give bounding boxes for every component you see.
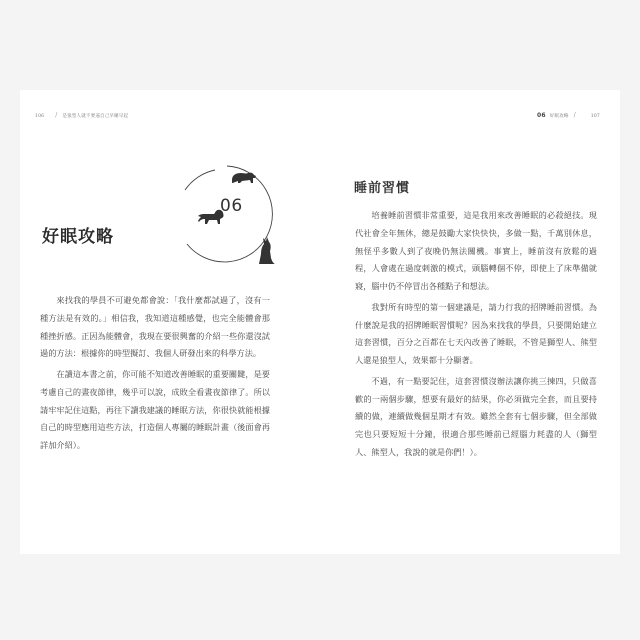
paragraph: 我對所有時型的第一個建議是，請力行我的招牌睡前習慣。為什麼說是我的招牌睡眠習慣呢？因為來找我的學員，只要開始建立這套習慣，百分之百都在七天內改善了睡眠，不管是獅型人、熊型人還是狼型人，效果都十分顯著。	[355, 301, 597, 366]
left-page	[20, 90, 320, 554]
paragraph: 在讀這本書之前，你可能不知道改善睡眠的重要關鍵，是要考慮自己的晝夜節律，幾乎可以說，成敗全看晝夜節律了。所以請牢牢記住這點，再往下讀我建議的睡眠方法，你很快就能根據自己的時型應用這些方法，打造個人專屬的睡眠計畫（後面會再詳加介紹）。	[40, 368, 270, 451]
header-divider: /	[573, 112, 576, 119]
wolf-icon	[259, 237, 275, 264]
left-page-number: 106	[35, 114, 45, 119]
right-running-header	[537, 112, 600, 119]
header-divider: /	[55, 112, 58, 119]
bear-icon	[232, 173, 256, 183]
paragraph: 培養睡前習慣非常重要，這是我用來改善睡眠的必殺絕技。現代社會全年無休，總是鼓勵大家快快快，多做一點，千萬別休息，無怪乎多數人到了夜晚仍無法關機。事實上，睡前沒有放鬆的過程，人會處在過度刺激的模式，頭腦轉個不停，即使上了床準備就寢，腦中仍不停冒出各種點子和想法。	[355, 210, 597, 292]
chapter-number: 06	[220, 196, 243, 216]
right-page-number: 107	[590, 114, 600, 119]
paragraph: 來找我的學員不可避免都會說：「我什麼都試過了，沒有一種方法是有效的。」相信我，我知道這種感覺，也完全能體會那種挫折感。正因為能體會，我現在要很興奮的介紹一些你還沒試過的方法：根據你的時型擬訂、我個人研發出來的科學方法。	[40, 295, 270, 359]
left-running-title: 是狼型人就不要逼自己早睡早起	[62, 114, 129, 119]
right-chapter-label: 06	[537, 112, 546, 119]
chapter-title: 好眠攻略	[42, 227, 114, 247]
right-running-title: 好眠攻略	[549, 114, 569, 119]
right-body-text	[355, 207, 597, 465]
paragraph: 不過，有一點要記住，這套習慣沒辦法讓你挑三揀四，只做喜歡的一兩個步驟，想要有最好的結果，你必須做完全套，而且要持續的做，連續做幾個星期才有效。雖然全套有七個步驟，但全部做完也只要短短十分鐘，很適合那些睡前已經腦力耗盡的人（獅型人、熊型人，我說的就是你們！）。	[355, 375, 597, 457]
left-running-header	[35, 112, 128, 119]
section-title: 睡前習慣	[354, 181, 411, 196]
left-body-text	[40, 292, 270, 458]
emblem-arc-small	[185, 170, 215, 190]
book-spread	[20, 90, 620, 554]
